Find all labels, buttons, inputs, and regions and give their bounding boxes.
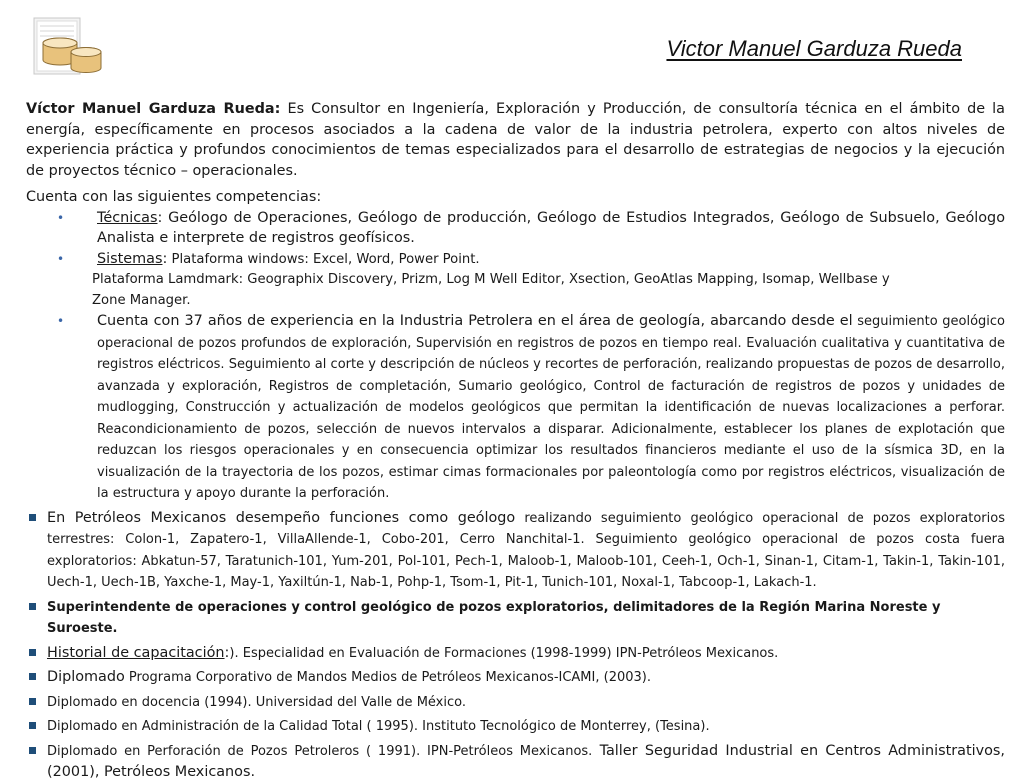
list-item-docencia (26, 692, 1005, 714)
square-bullet-icon (29, 514, 36, 521)
diplomado-text: Programa Corporativo de Mandos Medios de Petróleos Mexicanos-ICAMI, (2003). (124, 670, 651, 685)
list-item-experiencia (26, 311, 1005, 505)
historial-label: Historial de capacitación (47, 644, 225, 661)
bullet-icon: • (57, 251, 65, 266)
square-bullet-icon (29, 747, 36, 754)
list-item-tecnicas (26, 208, 1005, 249)
sistemas-colon: : (162, 250, 168, 267)
diplomado-lead: Diplomado (47, 669, 125, 685)
bullet-icon: • (57, 210, 65, 225)
square-bullet-icon (29, 673, 36, 680)
list-item-calidad (26, 716, 1005, 738)
perforacion-text: Diplomado en Perforación de Pozos Petroleros ( 1991). IPN-Petróleos Mexicanos. (47, 743, 593, 759)
tecnicas-label: Técnicas (97, 209, 158, 226)
sistemas-label: Sistemas (97, 250, 163, 267)
square-bullet-icon (29, 698, 36, 705)
list-item-superintendente (26, 597, 1005, 640)
intro-paragraph (26, 99, 1005, 181)
square-bullet-icon (29, 603, 36, 610)
plataforma-line-1: Plataforma Lamdmark: Geographix Discovery, Prizm, Log M Well Editor, Xsection, GeoAtlas Mapping, Isomap, Wellbase y (92, 272, 890, 287)
list-item-historial (26, 643, 1005, 665)
list-item-pemex (26, 508, 1005, 594)
competencias-heading: Cuenta con las siguientes competencias: (26, 189, 322, 205)
cv-items-list (26, 508, 1005, 783)
square-bullet-icon (29, 722, 36, 729)
taller-text: Taller Seguridad Industrial en Centros Administrativos, (2001), Petróleos Mexicanos. (47, 742, 1005, 780)
sistemas-text: Plataforma windows: Excel, Word, Power Point. (167, 251, 480, 267)
list-item-perforacion (26, 741, 1005, 783)
intro-name: Víctor Manuel Garduza Rueda: (26, 101, 281, 117)
experiencia-lead: Cuenta con 37 años de experiencia en la Industria Petrolera en el área de geología, abarcando desde el (97, 313, 853, 329)
tecnicas-text: : Geólogo de Operaciones, Geólogo de producción, Geólogo de Estudios Integrados, Geólogo de Subsuelo, Geólogo Analista e interprete de registros geofísicos. (97, 209, 1005, 246)
experiencia-list (26, 311, 1005, 505)
square-bullet-icon (29, 649, 36, 656)
historial-colon: : (224, 644, 230, 661)
list-item-diplomado-icami (26, 667, 1005, 689)
experiencia-text: seguimiento geológico operacional de pozos profundos de exploración, Supervisión en registros de pozos en tiempo real. Evaluación cualitativa y cuantitativa de registros eléctricos. Seguimiento al corte y descripción de núcleos y recortes de perforación, realizando propuestas de pozos de desarrollo, avanzada y exploración, Registros de completación, Sumario geológico, Control de facturación de registros de pozos y unidades de mudlogging, Construcción y actualización de modelos geológicos que permitan la identificación de nuevas localizaciones a perforar. Reacondicionamiento de pozos, selección de nuevos intervalos a disparar. Adicionalmente, establecer los planes de explotación que reduzcan los riesgos operacionales y en consecuencia optimizar los resultados financieros mediante el uso de la sísmica 3D, en la visualización de la trayectoria de los pozos, estimar cimas formacionales por paleontología como por registros eléctricos, visualización de la estructura y apoyo durante la perforación. (97, 314, 1006, 501)
pemex-lead: En Petróleos Mexicanos desempeño funciones como geólogo (47, 509, 516, 526)
pemex-text: realizando seguimiento geológico operacional de pozos exploratorios terrestres: Colon-1, Zapatero-1, VillaAllende-1, Cobo-201, Cerro Nanchital-1. Seguimiento geológico operacional de pozos costa fuera exploratorios: Abkatun-57, Taratunich-101, Yum-201, Pol-101, Pech-1, Maloob-1, Maloob-101, Ceeh-1, Och-1, Sinan-1, Citam-1, Takin-1, Takin-101, Uech-1, Uech-1B, Yaxche-1, May-1, Yaxiltún-1, Nab-1, Pohp-1, Tsom-1, Pit-1, Tunich-101, Noxal-1, Tabcoop-1, Lakach-1. (47, 510, 1005, 590)
calidad-text: Diplomado en Administración de la Calidad Total ( 1995). Instituto Tecnológico de Monterrey, (Tesina). (47, 719, 710, 734)
bullet-icon: • (57, 314, 65, 328)
list-item-sistemas (26, 249, 1005, 271)
page-title: Victor Manuel Garduza Rueda (666, 36, 962, 61)
database-folder-icon (26, 16, 108, 78)
cv-body (26, 99, 1005, 783)
superintendente-text: Superintendente de operaciones y control geológico de pozos exploratorios, delimitadores de la Región Marina Noreste y Suroeste. (47, 599, 941, 636)
historial-text: ). Especialidad en Evaluación de Formaciones (1998-1999) IPN-Petróleos Mexicanos. (229, 645, 779, 661)
competencias-list (26, 208, 1005, 271)
docencia-text: Diplomado en docencia (1994). Universidad del Valle de México. (47, 694, 466, 710)
plataforma-line-2: Zone Manager. (92, 292, 191, 308)
intro-text: Es Consultor en Ingeniería, Exploración y Producción, de consultoría técnica en el ámbito de la energía, específicamente en procesos asociados a la cadena de valor de la industria petrolera, experto con altos niveles de experiencia práctica y profundos conocimientos de temas especializados para el desarrollo de estrategias de negocios y la ejecución de proyectos técnico – operacionales. (26, 101, 1005, 179)
